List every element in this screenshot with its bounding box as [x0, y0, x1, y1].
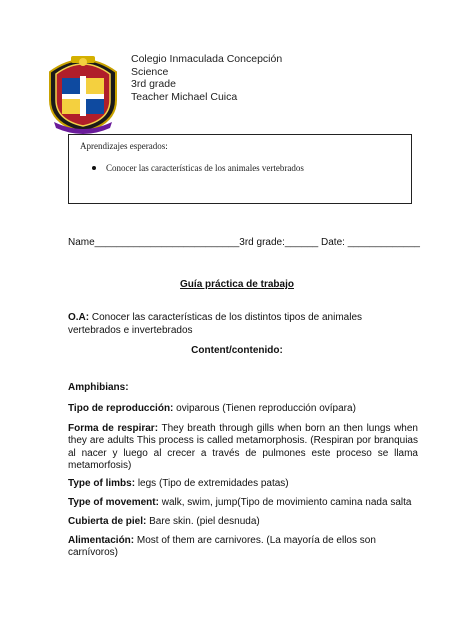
subject: Science: [131, 65, 169, 78]
school-crest-logo: [44, 50, 122, 134]
content-heading: Content/contenido:: [191, 345, 283, 356]
item-text: oviparous (Tienen reproducción ovípara): [173, 403, 356, 414]
learning-objective: [68, 311, 413, 337]
bullet-icon: [92, 166, 96, 170]
item-label: Type of limbs:: [68, 478, 136, 489]
item-text: They breath through gills when born an then lungs when they are adults This process is called metamorphosis. (Respiran por branquias al nacer y luego al crecer a través de pulmones este proceso se llama metamorfosis): [68, 423, 418, 472]
objectives-title: Aprendizajes esperados:: [80, 141, 168, 151]
objectives-bullet: [92, 163, 304, 173]
item-label: Type of movement:: [68, 497, 159, 508]
name-grade-date-line: Name__________________________3rd grade:______ Date: _____________: [68, 237, 420, 248]
school-header: [131, 53, 282, 103]
school-name: Colegio Inmaculada Concepción: [131, 53, 283, 65]
item-skin: [68, 516, 418, 528]
item-label: Alimentación:: [68, 535, 135, 546]
oa-label: O.A:: [68, 312, 90, 323]
item-text: walk, swim, jump(Tipo de movimiento camina nada salta: [158, 497, 412, 508]
teacher: Teacher Michael Cuica: [131, 90, 238, 103]
item-text: Most of them are carnivores. (La mayoría de ellos son carnívoros): [68, 535, 376, 559]
item-movement: [68, 497, 418, 509]
item-text: Bare skin. (piel desnuda): [146, 516, 260, 527]
item-feeding: [68, 535, 418, 560]
guide-title: Guía práctica de trabajo: [180, 279, 294, 290]
item-label: Cubierta de piel:: [68, 516, 147, 527]
section-title: Amphibians:: [68, 382, 129, 393]
item-label: Tipo de reproducción:: [68, 403, 174, 414]
item-reproduction: [68, 403, 418, 415]
item-limbs: [68, 478, 418, 490]
item-text: legs (Tipo de extremidades patas): [135, 478, 289, 489]
objectives-bullet-text: Conocer las características de los animales vertebrados: [106, 163, 304, 173]
item-label: Forma de respirar:: [68, 423, 159, 434]
item-breathing: [68, 423, 418, 473]
oa-text: Conocer las características de los distintos tipos de animales vertebrados e invertebrados: [68, 312, 363, 336]
grade: 3rd grade: [131, 78, 176, 90]
